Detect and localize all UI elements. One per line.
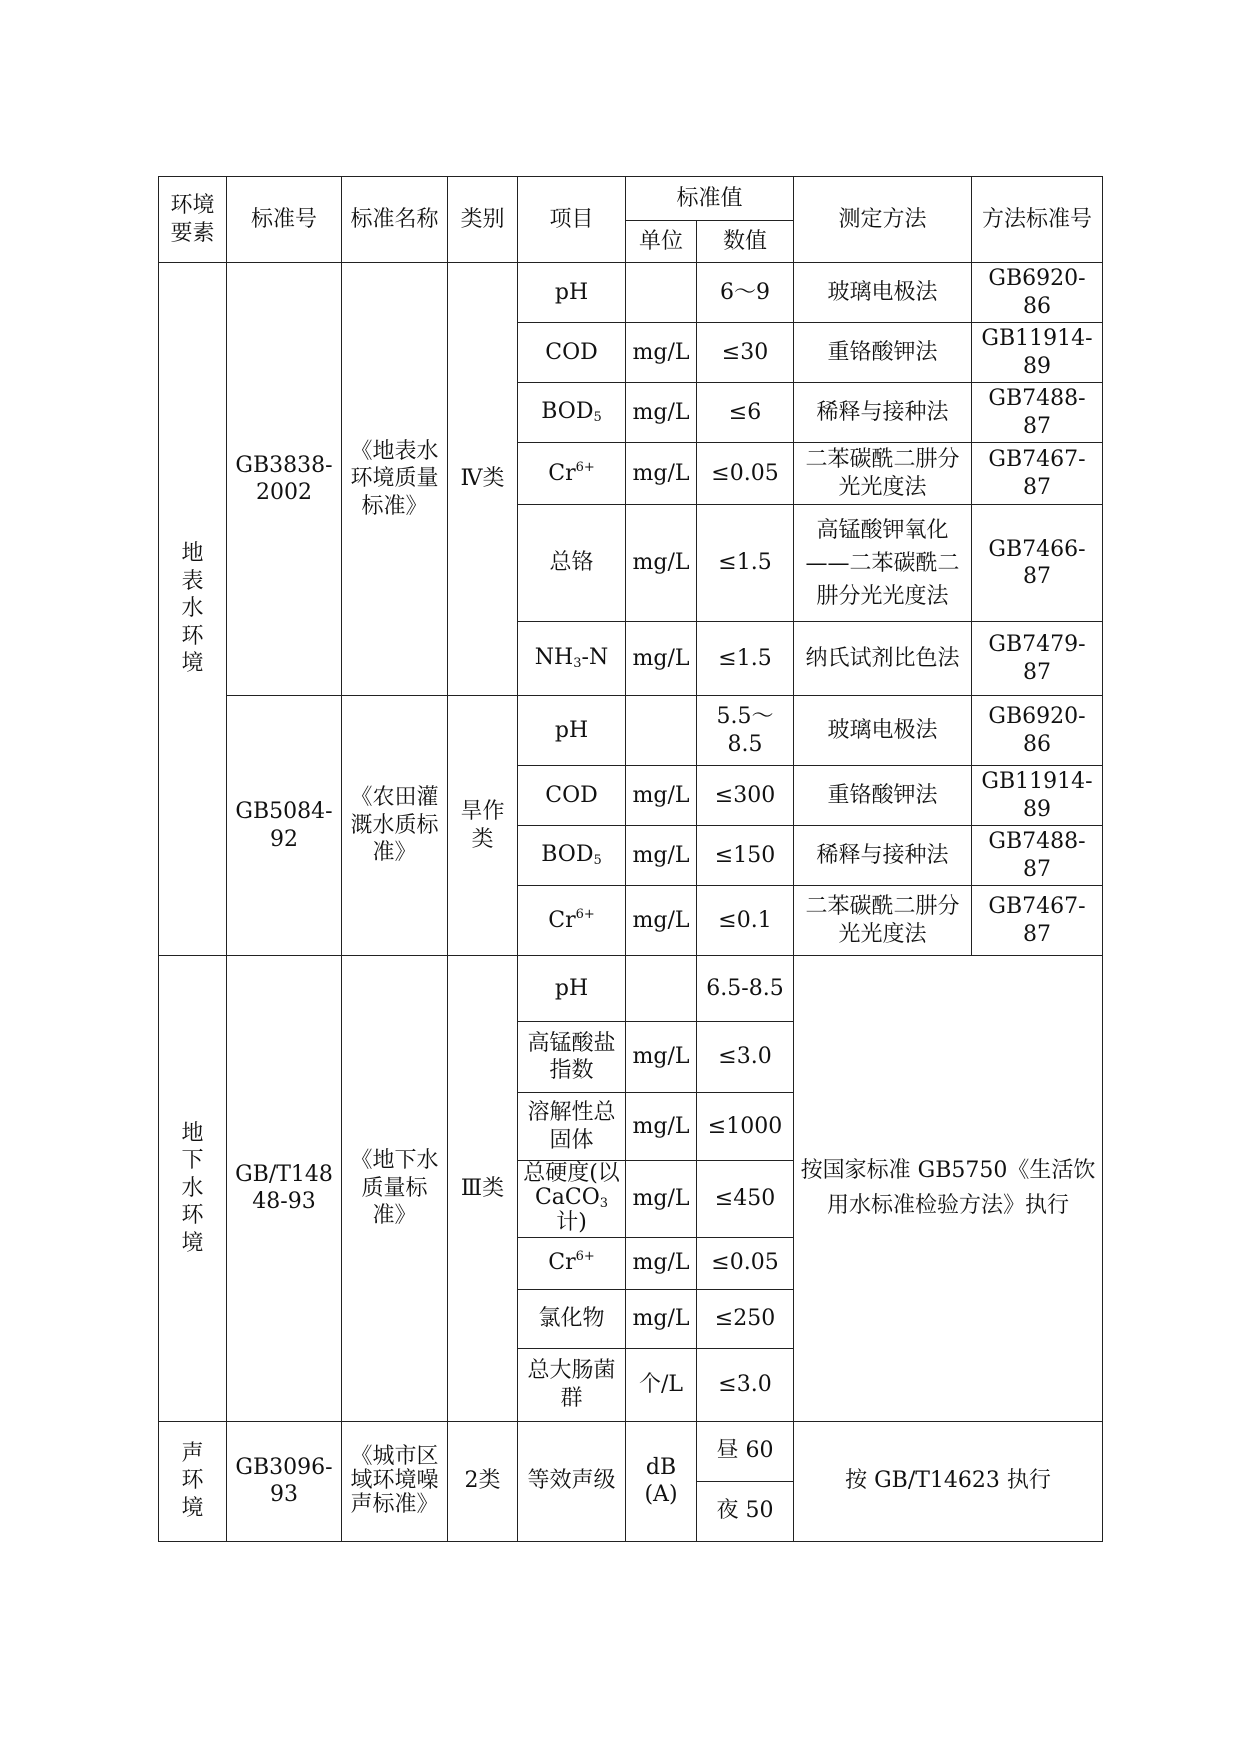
item-cell: 总大肠菌群 bbox=[518, 1348, 626, 1421]
std-no-cell: GB5084-92 bbox=[227, 696, 342, 956]
unit-cell: dB(A) bbox=[626, 1421, 697, 1541]
value-cell: ≤150 bbox=[697, 826, 794, 886]
value-cell: ≤450 bbox=[697, 1161, 794, 1238]
method-cell: 稀释与接种法 bbox=[794, 383, 972, 443]
unit-cell bbox=[626, 696, 697, 766]
element-noise: 声环境 bbox=[159, 1421, 227, 1541]
method-cell: 二苯碳酰二肼分光光度法 bbox=[794, 443, 972, 505]
method-cell: 玻璃电极法 bbox=[794, 263, 972, 323]
value-cell: ≤250 bbox=[697, 1289, 794, 1348]
method-std-cell: GB6920-86 bbox=[972, 696, 1103, 766]
unit-cell: mg/L bbox=[626, 826, 697, 886]
item-cell: 氯化物 bbox=[518, 1289, 626, 1348]
method-cell-groundwater: 按国家标准 GB5750《生活饮用水标准检验方法》执行 bbox=[794, 956, 1103, 1422]
item-cell: 溶解性总固体 bbox=[518, 1093, 626, 1161]
value-cell: 5.5～8.5 bbox=[697, 696, 794, 766]
value-cell-night: 夜 50 bbox=[697, 1481, 794, 1541]
method-std-cell: GB11914-89 bbox=[972, 323, 1103, 383]
category-cell: 旱作类 bbox=[448, 696, 518, 956]
method-std-cell: GB7488-87 bbox=[972, 383, 1103, 443]
header-std-no: 标准号 bbox=[227, 177, 342, 263]
method-cell: 玻璃电极法 bbox=[794, 696, 972, 766]
table-row bbox=[159, 1421, 1103, 1481]
value-cell: ≤0.1 bbox=[697, 886, 794, 956]
item-cell: 总铬 bbox=[518, 505, 626, 622]
item-cell: pH bbox=[518, 696, 626, 766]
unit-cell: mg/L bbox=[626, 443, 697, 505]
item-cell: 高锰酸盐指数 bbox=[518, 1022, 626, 1093]
item-cell: 等效声级 bbox=[518, 1421, 626, 1541]
method-cell-noise: 按 GB/T14623 执行 bbox=[794, 1421, 1103, 1541]
value-cell: ≤300 bbox=[697, 766, 794, 826]
unit-cell: mg/L bbox=[626, 1289, 697, 1348]
value-cell-day: 昼 60 bbox=[697, 1421, 794, 1481]
std-no-cell: GB3838-2002 bbox=[227, 263, 342, 696]
unit-cell: mg/L bbox=[626, 1161, 697, 1238]
item-cell: pH bbox=[518, 263, 626, 323]
header-unit: 单位 bbox=[626, 221, 697, 263]
unit-cell: 个/L bbox=[626, 1348, 697, 1421]
table-row bbox=[159, 263, 1103, 323]
header-row bbox=[159, 177, 1103, 221]
method-cell: 高锰酸钾氧化——二苯碳酰二肼分光光度法 bbox=[794, 505, 972, 622]
value-cell: 6～9 bbox=[697, 263, 794, 323]
method-std-cell: GB7466-87 bbox=[972, 505, 1103, 622]
method-std-cell: GB11914-89 bbox=[972, 766, 1103, 826]
item-cell: $BOD_5$ bbox=[518, 826, 626, 886]
unit-cell: mg/L bbox=[626, 323, 697, 383]
value-cell: ≤0.05 bbox=[697, 443, 794, 505]
unit-cell: mg/L bbox=[626, 1093, 697, 1161]
std-name-cell: 《地表水环境质量标准》 bbox=[342, 263, 448, 696]
item-cell: $BOD_5$ bbox=[518, 383, 626, 443]
std-name-cell: 《地下水质量标准》 bbox=[342, 956, 448, 1422]
method-std-cell: GB7467-87 bbox=[972, 886, 1103, 956]
element-groundwater: 地下水环境 bbox=[159, 956, 227, 1422]
value-cell: ≤3.0 bbox=[697, 1348, 794, 1421]
header-std-value: 标准值 bbox=[626, 177, 794, 221]
header-method: 测定方法 bbox=[794, 177, 972, 263]
std-no-cell: GB/T14848-93 bbox=[227, 956, 342, 1422]
value-cell: ≤1000 bbox=[697, 1093, 794, 1161]
method-cell: 重铬酸钾法 bbox=[794, 766, 972, 826]
value-cell: ≤30 bbox=[697, 323, 794, 383]
std-no-cell: GB3096-93 bbox=[227, 1421, 342, 1541]
value-cell: ≤0.05 bbox=[697, 1237, 794, 1289]
unit-cell: mg/L bbox=[626, 505, 697, 622]
method-cell: 重铬酸钾法 bbox=[794, 323, 972, 383]
method-std-cell: GB7479-87 bbox=[972, 622, 1103, 696]
item-cell: 总硬度(以CaCO$_3$计) bbox=[518, 1161, 626, 1238]
category-cell: Ⅲ类 bbox=[448, 956, 518, 1422]
method-std-cell: GB7467-87 bbox=[972, 443, 1103, 505]
item-cell: pH bbox=[518, 956, 626, 1022]
item-cell: $Cr^{6+}$ bbox=[518, 443, 626, 505]
item-cell: $NH_3-N$ bbox=[518, 622, 626, 696]
header-category: 类别 bbox=[448, 177, 518, 263]
method-cell: 二苯碳酰二肼分光光度法 bbox=[794, 886, 972, 956]
value-cell: ≤1.5 bbox=[697, 505, 794, 622]
table-row bbox=[159, 956, 1103, 1022]
method-cell: 稀释与接种法 bbox=[794, 826, 972, 886]
item-cell: $Cr^{6+}$ bbox=[518, 886, 626, 956]
header-std-name: 标准名称 bbox=[342, 177, 448, 263]
method-cell: 纳氏试剂比色法 bbox=[794, 622, 972, 696]
std-name-cell: 《农田灌溉水质标准》 bbox=[342, 696, 448, 956]
header-item: 项目 bbox=[518, 177, 626, 263]
unit-cell: mg/L bbox=[626, 1237, 697, 1289]
element-surface-water: 地表水环境 bbox=[159, 263, 227, 956]
unit-cell bbox=[626, 263, 697, 323]
std-name-cell: 《城市区域环境噪声标准》 bbox=[342, 1421, 448, 1541]
table-row bbox=[159, 696, 1103, 766]
category-cell: Ⅳ类 bbox=[448, 263, 518, 696]
unit-cell: mg/L bbox=[626, 886, 697, 956]
header-method-std: 方法标准号 bbox=[972, 177, 1103, 263]
unit-cell: mg/L bbox=[626, 766, 697, 826]
value-cell: ≤3.0 bbox=[697, 1022, 794, 1093]
header-element: 环境要素 bbox=[159, 177, 227, 263]
value-cell: 6.5-8.5 bbox=[697, 956, 794, 1022]
item-cell: $Cr^{6+}$ bbox=[518, 1237, 626, 1289]
unit-cell: mg/L bbox=[626, 383, 697, 443]
header-value: 数值 bbox=[697, 221, 794, 263]
standards-table bbox=[158, 176, 1103, 1542]
method-std-cell: GB7488-87 bbox=[972, 826, 1103, 886]
category-cell: 2类 bbox=[448, 1421, 518, 1541]
method-std-cell: GB6920-86 bbox=[972, 263, 1103, 323]
unit-cell bbox=[626, 956, 697, 1022]
unit-cell: mg/L bbox=[626, 1022, 697, 1093]
item-cell: COD bbox=[518, 323, 626, 383]
value-cell: ≤1.5 bbox=[697, 622, 794, 696]
unit-cell: mg/L bbox=[626, 622, 697, 696]
value-cell: ≤6 bbox=[697, 383, 794, 443]
item-cell: COD bbox=[518, 766, 626, 826]
